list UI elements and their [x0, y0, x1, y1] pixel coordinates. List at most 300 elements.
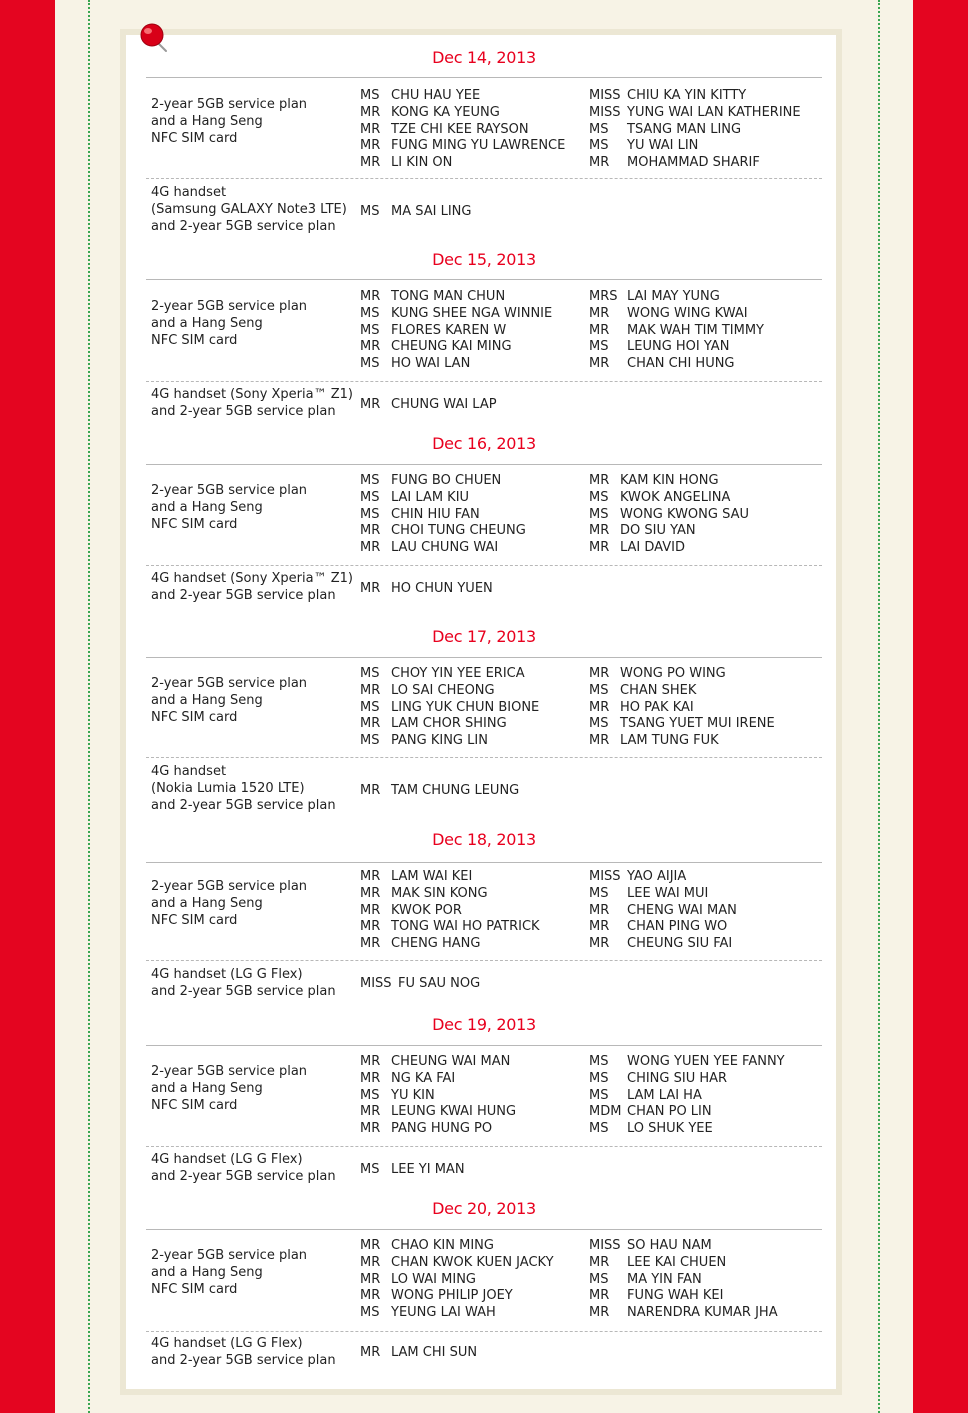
- section-divider: [146, 862, 822, 863]
- winner-name: KWOK POR: [391, 902, 462, 918]
- winner-name: LAM LAI HA: [627, 1087, 702, 1103]
- winner-name: CHEUNG WAI MAN: [391, 1054, 511, 1069]
- winner-entry: [589, 1104, 785, 1121]
- salutation: MR: [589, 473, 610, 488]
- salutation: MR: [360, 869, 381, 884]
- prize-label-line: and 2-year 5GB service plan: [151, 984, 336, 999]
- winner-name: KWOK ANGELINA: [620, 489, 731, 505]
- winner-name: KONG KA YEUNG: [391, 104, 500, 120]
- winner-name: MAK SIN KONG: [391, 885, 488, 901]
- winner-entry: [360, 783, 519, 800]
- prize-label: [151, 1247, 307, 1298]
- winner-entry: [360, 1288, 554, 1305]
- winner-name: CHU HAU YEE: [391, 88, 481, 103]
- salutation: MR: [360, 289, 381, 304]
- salutation: MR: [360, 155, 381, 171]
- salutation: MS: [360, 204, 380, 219]
- section-divider: [146, 77, 822, 78]
- prize-label-line: NFC SIM card: [151, 913, 238, 928]
- winner-entry: [360, 138, 565, 155]
- handset-winner: [360, 1345, 477, 1362]
- salutation: MR: [360, 1271, 381, 1287]
- winner-entry: [360, 683, 539, 700]
- winner-entry: [589, 490, 749, 507]
- section-date: Dec 20, 2013: [432, 1199, 536, 1218]
- winner-name: LO WAI MING: [391, 1271, 476, 1287]
- handset-prize-label: [151, 966, 336, 1000]
- winner-name: MAK WAH TIM TIMMY: [627, 322, 764, 338]
- winner-name: WONG PHILIP JOEY: [391, 1288, 513, 1304]
- winners-column-right: [589, 666, 775, 750]
- prize-label-line: 2-year 5GB service plan: [151, 483, 308, 498]
- handset-winner: [360, 1162, 465, 1179]
- salutation: MS: [360, 666, 380, 681]
- salutation: MS: [589, 885, 609, 901]
- winner-entry: [360, 155, 565, 172]
- winner-entry: [360, 976, 480, 993]
- winner-entry: [589, 919, 737, 936]
- prize-label-line: NFC SIM card: [151, 517, 238, 532]
- salutation: MS: [589, 1271, 609, 1287]
- prize-label-line: 2-year 5GB service plan: [151, 97, 308, 112]
- winner-entry: [589, 356, 764, 373]
- winner-entry: [589, 88, 801, 105]
- salutation: MS: [360, 699, 380, 715]
- section-dashed-divider: [146, 178, 822, 179]
- winner-name: LI KIN ON: [391, 155, 453, 171]
- salutation: MR: [360, 919, 381, 935]
- winner-entry: [589, 903, 737, 920]
- salutation: MS: [360, 1305, 380, 1321]
- winner-name: PANG HUNG PO: [391, 1121, 493, 1137]
- salutation: MR: [589, 902, 610, 918]
- salutation: MR: [360, 902, 381, 918]
- salutation: MISS: [589, 104, 621, 120]
- winner-name: HO CHUN YUEN: [391, 581, 493, 596]
- winner-entry: [360, 507, 526, 524]
- winner-entry: [360, 122, 565, 139]
- winner-name: LAI MAY YUNG: [627, 289, 720, 304]
- winner-entry: [360, 1088, 516, 1105]
- winner-name: YEUNG LAI WAH: [391, 1305, 496, 1321]
- salutation: MS: [360, 473, 380, 488]
- winners-column-right: [589, 869, 737, 953]
- salutation: MS: [589, 716, 609, 732]
- winner-entry: [589, 683, 775, 700]
- handset-prize-label: [151, 570, 353, 604]
- winner-name: MA YIN FAN: [627, 1271, 702, 1287]
- winner-name: CHAN CHI HUNG: [627, 356, 735, 372]
- salutation: MISS: [589, 88, 621, 103]
- winner-entry: [360, 1238, 554, 1255]
- salutation: MR: [360, 682, 381, 698]
- prize-label-line: and a Hang Seng: [151, 896, 263, 911]
- salutation: MR: [360, 121, 381, 137]
- winners-column-right: [589, 289, 764, 373]
- salutation: MR: [589, 919, 610, 935]
- section-date: Dec 18, 2013: [432, 830, 536, 849]
- winner-entry: [589, 1272, 778, 1289]
- winner-name: LAI DAVID: [620, 540, 685, 556]
- winner-entry: [360, 490, 526, 507]
- winner-name: YU WAI LIN: [627, 138, 699, 154]
- winner-name: LAI LAM KIU: [391, 489, 470, 505]
- winner-name: CHIN HIU FAN: [391, 506, 480, 522]
- winner-name: TZE CHI KEE RAYSON: [391, 121, 529, 137]
- prize-label-line: and 2-year 5GB service plan: [151, 404, 336, 419]
- winner-entry: [589, 1054, 785, 1071]
- salutation: MR: [360, 1238, 381, 1253]
- prize-label-line: 4G handset (LG G Flex): [151, 967, 303, 982]
- prize-label-line: 4G handset (LG G Flex): [151, 1336, 303, 1351]
- winners-column-right: [589, 473, 749, 557]
- winners-column-left: [360, 869, 540, 953]
- winner-entry: [589, 540, 749, 557]
- prize-label-line: and a Hang Seng: [151, 114, 263, 129]
- winner-name: FLORES KAREN W: [391, 322, 507, 338]
- winner-name: SO HAU NAM: [627, 1238, 712, 1253]
- salutation: MR: [360, 1345, 381, 1360]
- section-date: Dec 15, 2013: [432, 250, 536, 269]
- prize-label-line: and 2-year 5GB service plan: [151, 1353, 336, 1368]
- winner-entry: [360, 869, 540, 886]
- winner-name: YAO AIJIA: [627, 869, 687, 884]
- winners-column-right: [589, 88, 801, 172]
- salutation: MR: [360, 1121, 381, 1137]
- handset-prize-label: [151, 1151, 336, 1185]
- section-dashed-divider: [146, 1331, 822, 1332]
- winner-name: YUNG WAI LAN KATHERINE: [627, 104, 801, 120]
- section-divider: [146, 464, 822, 465]
- prize-label-line: 4G handset: [151, 764, 227, 779]
- winner-entry: [360, 936, 540, 953]
- winner-entry: [360, 289, 552, 306]
- salutation: MS: [589, 1054, 609, 1069]
- winner-name: TSANG MAN LING: [627, 121, 742, 137]
- winner-name: LAM CHOR SHING: [391, 716, 507, 732]
- winner-name: KUNG SHEE NGA WINNIE: [391, 305, 553, 321]
- section-dashed-divider: [146, 1146, 822, 1147]
- prize-label-line: NFC SIM card: [151, 131, 238, 146]
- winner-name: CHAN KWOK KUEN JACKY: [391, 1254, 554, 1270]
- winner-entry: [360, 1162, 465, 1179]
- salutation: MS: [589, 682, 609, 698]
- prize-label-line: and a Hang Seng: [151, 1081, 263, 1096]
- salutation: MR: [360, 397, 381, 412]
- winner-name: CHIU KA YIN KITTY: [627, 88, 747, 103]
- salutation: MR: [360, 1054, 381, 1069]
- prize-label-line: 4G handset: [151, 185, 227, 200]
- winner-entry: [589, 155, 801, 172]
- winner-entry: [360, 323, 552, 340]
- winner-name: TONG WAI HO PATRICK: [391, 919, 540, 935]
- winner-entry: [589, 869, 737, 886]
- winner-entry: [360, 700, 539, 717]
- salutation: MS: [589, 1070, 609, 1086]
- winner-name: CHAN PING WO: [627, 919, 728, 935]
- salutation: MS: [589, 1087, 609, 1103]
- winner-entry: [589, 1088, 785, 1105]
- prize-label: [151, 298, 307, 349]
- prize-label-line: 2-year 5GB service plan: [151, 299, 308, 314]
- prize-label-line: (Samsung GALAXY Note3 LTE): [151, 202, 347, 217]
- winner-name: CHOI TUNG CHEUNG: [391, 523, 526, 539]
- prize-label: [151, 675, 307, 726]
- prize-label-line: NFC SIM card: [151, 1098, 238, 1113]
- winner-entry: [589, 122, 801, 139]
- winner-entry: [360, 523, 526, 540]
- winner-entry: [360, 356, 552, 373]
- salutation: MS: [360, 1162, 380, 1177]
- winner-entry: [589, 339, 764, 356]
- salutation: MR: [589, 1305, 610, 1321]
- winners-column-right: [589, 1238, 778, 1322]
- section-date: Dec 16, 2013: [432, 434, 536, 453]
- salutation: MR: [360, 716, 381, 732]
- winners-column-right: [589, 1054, 785, 1138]
- prize-label: [151, 1063, 307, 1114]
- handset-prize-label: [151, 386, 353, 420]
- winner-entry: [589, 306, 764, 323]
- section-date: Dec 17, 2013: [432, 627, 536, 646]
- section-date: Dec 19, 2013: [432, 1015, 536, 1034]
- salutation: MR: [360, 885, 381, 901]
- winner-name: FUNG MING YU LAWRENCE: [391, 138, 566, 154]
- winner-name: CHENG HANG: [391, 936, 481, 952]
- winner-entry: [360, 1121, 516, 1138]
- winner-entry: [589, 473, 749, 490]
- winner-name: CHAN PO LIN: [627, 1104, 712, 1120]
- winner-entry: [360, 1071, 516, 1088]
- handset-winner: [360, 204, 471, 221]
- winner-name: LEE YI MAN: [391, 1162, 465, 1177]
- prize-label-line: 4G handset (LG G Flex): [151, 1152, 303, 1167]
- winner-name: CHENG WAI MAN: [627, 902, 737, 918]
- winner-entry: [360, 581, 493, 598]
- salutation: MISS: [360, 976, 392, 991]
- winners-column-left: [360, 473, 526, 557]
- winner-entry: [589, 886, 737, 903]
- winner-entry: [360, 903, 540, 920]
- winner-name: LEUNG HOI YAN: [627, 339, 730, 355]
- prize-label-line: 4G handset (Sony Xperia™ Z1): [151, 571, 353, 586]
- winner-entry: [360, 1054, 516, 1071]
- prize-label-line: and a Hang Seng: [151, 1265, 263, 1280]
- winner-name: LEE WAI MUI: [627, 885, 709, 901]
- winner-name: CHAN SHEK: [620, 682, 697, 698]
- prize-label-line: and 2-year 5GB service plan: [151, 1169, 336, 1184]
- winners-column-left: [360, 1238, 554, 1322]
- section-dashed-divider: [146, 757, 822, 758]
- salutation: MR: [589, 666, 610, 681]
- winners-column-left: [360, 666, 539, 750]
- prize-label-line: NFC SIM card: [151, 333, 238, 348]
- winner-name: NARENDRA KUMAR JHA: [627, 1305, 778, 1321]
- winner-name: DO SIU YAN: [620, 523, 696, 539]
- salutation: MR: [589, 305, 610, 321]
- winner-name: FUNG WAH KEI: [627, 1288, 724, 1304]
- winner-entry: [360, 306, 552, 323]
- winner-entry: [589, 523, 749, 540]
- winner-entry: [360, 1255, 554, 1272]
- section-dashed-divider: [146, 960, 822, 961]
- winner-entry: [589, 105, 801, 122]
- salutation: MR: [589, 356, 610, 372]
- winner-entry: [360, 716, 539, 733]
- winner-entry: [360, 473, 526, 490]
- winner-name: LING YUK CHUN BIONE: [391, 699, 540, 715]
- winner-name: WONG WING KWAI: [627, 305, 748, 321]
- prize-label-line: 2-year 5GB service plan: [151, 879, 308, 894]
- salutation: MS: [589, 121, 609, 137]
- handset-prize-label: [151, 1335, 336, 1369]
- winner-name: TSANG YUET MUI IRENE: [620, 716, 775, 732]
- winners-column-left: [360, 88, 565, 172]
- salutation: MS: [589, 489, 609, 505]
- salutation: MR: [589, 155, 610, 171]
- salutation: MR: [360, 104, 381, 120]
- winner-entry: [360, 339, 552, 356]
- winner-name: LAU CHUNG WAI: [391, 540, 499, 556]
- winner-name: LAM TUNG FUK: [620, 733, 719, 749]
- handset-winner: [360, 783, 519, 800]
- prize-label: [151, 878, 307, 929]
- winner-name: CHING SIU HAR: [627, 1070, 728, 1086]
- salutation: MR: [360, 1254, 381, 1270]
- salutation: MS: [360, 733, 380, 749]
- salutation: MS: [360, 489, 380, 505]
- prize-label-line: and a Hang Seng: [151, 316, 263, 331]
- winners-column-left: [360, 289, 552, 373]
- salutation: MR: [360, 581, 381, 596]
- salutation: MR: [589, 322, 610, 338]
- winner-name: KAM KIN HONG: [620, 473, 719, 488]
- winner-name: CHAO KIN MING: [391, 1238, 494, 1253]
- winner-entry: [589, 1238, 778, 1255]
- winners-column-left: [360, 1054, 516, 1138]
- winner-name: YU KIN: [391, 1087, 435, 1103]
- section-date: Dec 14, 2013: [432, 48, 536, 67]
- winner-entry: [360, 204, 471, 221]
- prize-label: [151, 482, 307, 533]
- prize-label-line: and 2-year 5GB service plan: [151, 588, 336, 603]
- prize-label-line: (Nokia Lumia 1520 LTE): [151, 781, 305, 796]
- handset-winner: [360, 581, 493, 598]
- salutation: MS: [360, 88, 380, 103]
- salutation: MR: [360, 936, 381, 952]
- section-divider: [146, 657, 822, 658]
- salutation: MS: [589, 138, 609, 154]
- winner-name: CHEUNG KAI MING: [391, 339, 512, 355]
- winner-name: WONG YUEN YEE FANNY: [627, 1054, 785, 1069]
- prize-label-line: 2-year 5GB service plan: [151, 1064, 308, 1079]
- winner-name: CHEUNG SIU FAI: [627, 936, 733, 952]
- winner-entry: [360, 733, 539, 750]
- winner-name: LAM CHI SUN: [391, 1345, 478, 1360]
- prize-label-line: and 2-year 5GB service plan: [151, 219, 336, 234]
- salutation: MS: [589, 506, 609, 522]
- winner-entry: [589, 936, 737, 953]
- prize-label-line: NFC SIM card: [151, 710, 238, 725]
- winner-entry: [360, 397, 497, 414]
- winner-name: FUNG BO CHUEN: [391, 473, 502, 488]
- section-divider: [146, 279, 822, 280]
- winner-entry: [589, 138, 801, 155]
- winner-entry: [589, 289, 764, 306]
- winner-entry: [589, 666, 775, 683]
- salutation: MS: [360, 305, 380, 321]
- winner-entry: [589, 1305, 778, 1322]
- winner-name: NG KA FAI: [391, 1070, 456, 1086]
- winner-entry: [589, 323, 764, 340]
- prize-label-line: 2-year 5GB service plan: [151, 676, 308, 691]
- salutation: MS: [360, 506, 380, 522]
- winner-name: CHUNG WAI LAP: [391, 397, 497, 412]
- salutation: MISS: [589, 869, 621, 884]
- winner-entry: [589, 507, 749, 524]
- section-divider: [146, 1045, 822, 1046]
- salutation: MR: [360, 540, 381, 556]
- winner-entry: [360, 105, 565, 122]
- winner-entry: [360, 88, 565, 105]
- salutation: MS: [360, 1087, 380, 1103]
- salutation: MR: [589, 936, 610, 952]
- salutation: MR: [589, 540, 610, 556]
- salutation: MDM: [589, 1104, 622, 1120]
- salutation: MRS: [589, 289, 618, 304]
- winner-entry: [360, 1104, 516, 1121]
- winner-name: MA SAI LING: [391, 204, 472, 219]
- section-dashed-divider: [146, 381, 822, 382]
- salutation: MR: [589, 733, 610, 749]
- winner-name: TONG MAN CHUN: [391, 289, 506, 304]
- winner-name: FU SAU NOG: [398, 976, 481, 991]
- winner-name: LO SHUK YEE: [627, 1121, 713, 1137]
- winner-entry: [589, 1121, 785, 1138]
- winner-name: WONG PO WING: [620, 666, 726, 681]
- salutation: MR: [360, 783, 381, 798]
- salutation: MR: [360, 1288, 381, 1304]
- winner-name: PANG KING LIN: [391, 733, 488, 749]
- salutation: MR: [589, 1288, 610, 1304]
- prize-label: [151, 96, 307, 147]
- winner-entry: [360, 919, 540, 936]
- salutation: MS: [360, 322, 380, 338]
- salutation: MR: [360, 523, 381, 539]
- winner-name: TAM CHUNG LEUNG: [391, 783, 520, 798]
- winner-name: HO PAK KAI: [620, 699, 694, 715]
- prize-label-line: and 2-year 5GB service plan: [151, 798, 336, 813]
- winner-entry: [589, 716, 775, 733]
- winner-name: MOHAMMAD SHARIF: [627, 155, 760, 171]
- salutation: MR: [360, 339, 381, 355]
- winner-entry: [589, 1288, 778, 1305]
- section-divider: [146, 1229, 822, 1230]
- winner-entry: [589, 1071, 785, 1088]
- salutation: MISS: [589, 1238, 621, 1253]
- winner-entry: [360, 1305, 554, 1322]
- handset-winner: [360, 976, 480, 993]
- winner-entry: [589, 733, 775, 750]
- winner-entry: [360, 666, 539, 683]
- prize-label-line: and a Hang Seng: [151, 500, 263, 515]
- winner-entry: [360, 540, 526, 557]
- winner-entry: [360, 1345, 477, 1362]
- section-dashed-divider: [146, 565, 822, 566]
- winner-name: CHOY YIN YEE ERICA: [391, 666, 525, 681]
- salutation: MR: [360, 1104, 381, 1120]
- salutation: MR: [589, 699, 610, 715]
